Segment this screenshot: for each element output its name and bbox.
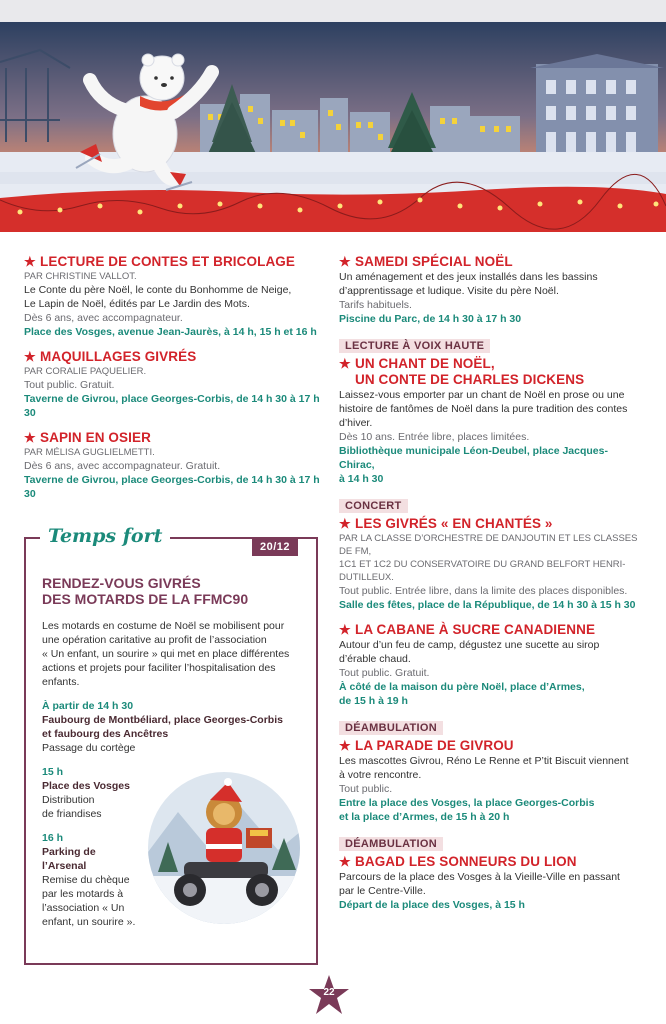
event-info: Tout public. bbox=[339, 783, 393, 795]
event-author: PAR MÉLISA GUGLIELMETTI. bbox=[24, 447, 155, 458]
star-icon: ★ bbox=[24, 254, 36, 269]
event-location: Départ de la place des Vosges, à 15 h bbox=[339, 899, 525, 911]
star-icon: ★ bbox=[339, 516, 351, 531]
event-title: ★ LECTURE DE CONTES ET BRICOLAGE bbox=[24, 254, 296, 269]
event-title: ★ LA PARADE DE GIVROU bbox=[339, 738, 514, 753]
event-author: PAR LA CLASSE D’ORCHESTRE DE DANJOUTIN ET LES CLASSES DE FM, bbox=[339, 533, 638, 557]
top-strip bbox=[0, 0, 666, 22]
star-icon: ★ bbox=[339, 854, 351, 869]
event-sapin-osier bbox=[24, 430, 324, 501]
event-location: de 15 h à 19 h bbox=[339, 695, 408, 707]
temps-fort-date-badge: 20/12 bbox=[252, 537, 298, 556]
schedule-time: À partir de 14 h 30 bbox=[42, 700, 134, 712]
star-icon: ★ bbox=[339, 738, 351, 753]
event-description-line: à votre rencontre. bbox=[339, 769, 422, 781]
event-description-line: d’hiver. bbox=[339, 417, 373, 429]
event-info: Tout public. Gratuit. bbox=[24, 379, 115, 391]
event-lecture-contes bbox=[24, 254, 324, 339]
event-description-line: par le Centre-Ville. bbox=[339, 885, 426, 897]
schedule-place: Faubourg de Montbéliard, place Georges-Corbis bbox=[42, 714, 283, 726]
event-description-line: histoire de fantômes de Noël dans la pure tradition des contes bbox=[339, 403, 628, 415]
event-location: Piscine du Parc, de 14 h 30 à 17 h 30 bbox=[339, 313, 522, 325]
category-tag: DÉAMBULATION bbox=[339, 837, 443, 851]
schedule-text: Distribution bbox=[42, 794, 95, 806]
event-title: ★ UN CHANT DE NOËL, UN CONTE DE CHARLES DICKENS bbox=[339, 356, 585, 387]
schedule-text: l’association « Un bbox=[42, 902, 125, 914]
event-location: Bibliothèque municipale Léon-Deubel, place Jacques-Chirac, bbox=[339, 445, 608, 471]
temps-fort-description: Les motards en costume de Noël se mobilisent pour une opération caritative au profit de l’association « Un enfant, un sourire » qui met en place différentes actions et projets pour faciliter l’hospitalisation des enfants. bbox=[42, 620, 290, 688]
schedule-time: 15 h bbox=[42, 766, 64, 778]
event-location: Salle des fêtes, place de la République, de 14 h 30 à 15 h 30 bbox=[339, 599, 636, 611]
schedule-step-1 bbox=[42, 699, 304, 755]
event-location: Taverne de Givrou, place Georges-Corbis, de 14 h 30 à 17 h 30 bbox=[24, 474, 320, 500]
schedule-place: et faubourg des Ancêtres bbox=[42, 728, 169, 740]
event-location: à 14 h 30 bbox=[339, 473, 384, 485]
event-info: Tout public. Entrée libre, dans la limite des places disponibles. bbox=[339, 585, 628, 597]
event-description-line: Autour d’un feu de camp, dégustez une sucette au sirop bbox=[339, 639, 600, 651]
page-number: 22 bbox=[323, 987, 335, 998]
schedule-time: 16 h bbox=[42, 832, 64, 844]
event-parade-givrou bbox=[339, 718, 639, 824]
event-description-line: Le Lapin de Noël, édités par Le Jardin des Mots. bbox=[24, 298, 250, 310]
temps-fort-title-line: DES MOTARDS DE LA FFMC90 bbox=[42, 591, 249, 607]
star-icon: ★ bbox=[339, 622, 351, 637]
event-description-line: d’érable chaud. bbox=[339, 653, 411, 665]
event-author: 1C1 ET 1C2 DU CONSERVATOIRE DU GRAND BELFORT HENRI-DUTILLEUX. bbox=[339, 559, 626, 583]
category-tag: DÉAMBULATION bbox=[339, 721, 443, 735]
star-icon: ★ bbox=[24, 430, 36, 445]
category-tag: CONCERT bbox=[339, 499, 408, 513]
schedule-place: Place des Vosges bbox=[42, 780, 130, 792]
event-info: Tout public. Gratuit. bbox=[339, 667, 430, 679]
event-description-line: Le Conte du père Noël, le conte du Bonhomme de Neige, bbox=[24, 284, 292, 296]
star-icon: ★ bbox=[24, 349, 36, 364]
event-title: ★ BAGAD LES SONNEURS DU LION bbox=[339, 854, 577, 869]
event-location: Taverne de Givrou, place Georges-Corbis, de 14 h 30 à 17 h 30 bbox=[24, 393, 320, 419]
event-location: et la place d’Armes, de 15 h à 20 h bbox=[339, 811, 510, 823]
schedule-text: par les motards à bbox=[42, 888, 124, 900]
schedule-step-2 bbox=[42, 765, 152, 821]
event-description-line: Laissez-vous emporter par un chant de Noël en prose ou une bbox=[339, 389, 625, 401]
star-icon: ★ bbox=[339, 356, 351, 371]
star-icon: ★ bbox=[339, 254, 351, 269]
category-tag: LECTURE À VOIX HAUTE bbox=[339, 339, 490, 353]
event-title: ★ SAMEDI SPÉCIAL NOËL bbox=[339, 254, 513, 269]
event-bagad bbox=[339, 834, 639, 912]
event-description-line: Un aménagement et des jeux installés dans les bassins bbox=[339, 271, 598, 283]
event-location: Place des Vosges, avenue Jean-Jaurès, à 14 h, 15 h et 16 h bbox=[24, 326, 317, 338]
left-column bbox=[24, 254, 324, 511]
temps-fort-label: Temps fort bbox=[40, 525, 170, 547]
event-location: Entre la place des Vosges, la place Georges-Corbis bbox=[339, 797, 595, 809]
schedule-text: de friandises bbox=[42, 808, 102, 820]
schedule-text: Remise du chèque bbox=[42, 874, 130, 886]
event-title: ★ SAPIN EN OSIER bbox=[24, 430, 151, 445]
event-samedi-special bbox=[339, 254, 639, 326]
page-number-badge bbox=[308, 974, 350, 1016]
event-cabane-sucre bbox=[339, 622, 639, 708]
event-description-line: d’apprentissage et ludique. Visite du père Noël. bbox=[339, 285, 559, 297]
temps-fort-title-line: RENDEZ-VOUS GIVRÉS bbox=[42, 575, 201, 591]
event-info: Dès 6 ans, avec accompagnateur. Gratuit. bbox=[24, 460, 221, 472]
schedule-step-3 bbox=[42, 831, 152, 929]
event-description-line: Parcours de la place des Vosges à la Vieille-Ville en passant bbox=[339, 871, 620, 883]
event-title: ★ LES GIVRÉS « EN CHANTÉS » bbox=[339, 516, 553, 531]
event-info: Tarifs habituels. bbox=[339, 299, 412, 311]
winter-banner-illustration bbox=[0, 22, 666, 232]
schedule-text: enfant, un sourire ». bbox=[42, 916, 136, 928]
event-info: Dès 10 ans. Entrée libre, places limitées. bbox=[339, 431, 530, 443]
schedule-place: l’Arsenal bbox=[42, 860, 87, 872]
event-author: PAR CHRISTINE VALLOT. bbox=[24, 271, 137, 282]
event-maquillages bbox=[24, 349, 324, 420]
schedule-text: Passage du cortège bbox=[42, 742, 136, 754]
right-column bbox=[339, 254, 639, 922]
schedule-place: Parking de bbox=[42, 846, 96, 858]
event-author: PAR CORALIE PAQUELIER. bbox=[24, 366, 147, 377]
event-location: À côté de la maison du père Noël, place d’Armes, bbox=[339, 681, 585, 693]
lion-biker-illustration bbox=[148, 772, 300, 924]
event-description-line: Les mascottes Givrou, Réno Le Renne et P’tit Biscuit viennent bbox=[339, 755, 629, 767]
event-title: ★ MAQUILLAGES GIVRÉS bbox=[24, 349, 197, 364]
event-title: ★ LA CABANE À SUCRE CANADIENNE bbox=[339, 622, 596, 637]
event-les-givres bbox=[339, 496, 639, 612]
event-chant-de-noel bbox=[339, 336, 639, 486]
event-info: Dès 6 ans, avec accompagnateur. bbox=[24, 312, 183, 324]
